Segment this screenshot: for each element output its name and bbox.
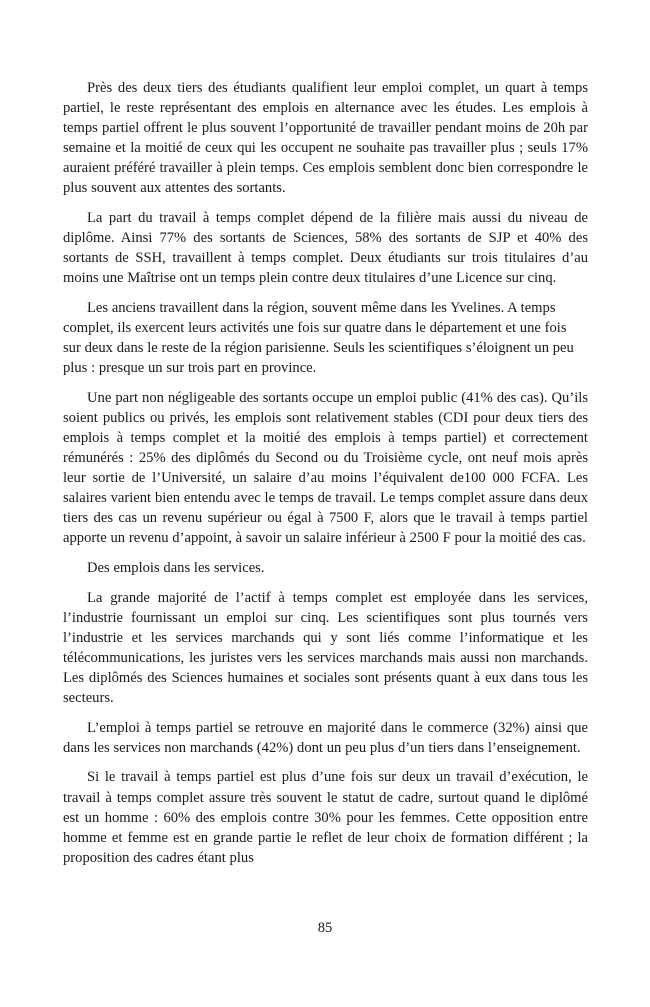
paragraph-5-subheading: Des emplois dans les services. (87, 560, 265, 577)
paragraph-7: L’emploi à temps partiel se retrouve en majorité dans le commerce (32%) ainsi que dans les services non marchands (42%) dont un peu plus d’un tiers dans l’enseignement. (63, 719, 588, 756)
paragraph-6: La grande majorité de l’actif à temps complet est employée dans les services, l’industrie fournissant un emploi sur cinq. Les scientifiques sont plus tournés vers l’industrie et les services marchands qui y sont liés comme l’informatique et les télécommunications, les juristes vers les services marchands mais aussi non marchands. Les diplômés des Sciences humaines et sociales sont présents quant à eux dans tous les secteurs. (63, 589, 588, 707)
paragraph-8: Si le travail à temps partiel est plus d’une fois sur deux un travail d’exécution, le travail à temps complet assure très souvent le statut de cadre, surtout quand le diplômé est un homme : 60% des emplois contre 30% pour les femmes. Cette opposition entre homme et femme est en grande partie le reflet de leur choix de formation différent ; la proposition des cadres étant plus (63, 769, 588, 866)
paragraph-4: Une part non négligeable des sortants occupe un emploi public (41% des cas). Qu’ils soient publics ou privés, les emplois sont relativement stables (CDI pour deux tiers des emplois à temps complet et la moitié des emplois à temps partiel) et correctement rémunérés : 25% des diplômés du Second ou du Troisième cycle, ont neuf mois après leur sortie de l’Université, un salaire d’au moins l’équivalent de100 000 FCFA. Les salaires varient bien entendu avec le temps de travail. Le temps complet assure dans deux tiers des cas un revenu supérieur ou égal à 7500 F, alors que le travail à temps partiel apporte un revenu d’appoint, à savoir un salaire inférieur à 2500 F pour la moitié des cas. (63, 389, 588, 547)
paragraph-3: Les anciens travaillent dans la région, souvent même dans les Yvelines. A temps complet, ils exercent leurs activités une fois sur quatre dans le département et une fois sur deux dans le reste de la région parisienne. Seuls les scientifiques s’éloignent un peu plus : presque un sur trois part en province. (63, 299, 574, 377)
page-number: 85 (317, 920, 333, 936)
body-text-block (63, 78, 588, 868)
paragraph-1: Près des deux tiers des étudiants qualifient leur emploi complet, un quart à temps partiel, le reste représentant des emplois en alternance avec les études. Les emplois à temps partiel offrent le plus souvent l’opportunité de travailler pendant moins de 20h par semaine et la moitié de ceux qui les occupent ne souhaite pas travailler plus ; seuls 17% auraient préféré travailler à plein temps. Ces emplois semblent donc bien correspondre le plus souvent aux attentes des sortants. (63, 80, 588, 197)
paragraph-2: La part du travail à temps complet dépend de la filière mais aussi du niveau de diplôme. Ainsi 77% des sortants de Sciences, 58% des sortants de SJP et 40% des sortants de SSH, travaillent à temps complet. Deux étudiants sur trois titulaires d’au moins une Maîtrise ont un temps plein contre deux titulaires d’une Licence sur cinq. (63, 210, 588, 287)
